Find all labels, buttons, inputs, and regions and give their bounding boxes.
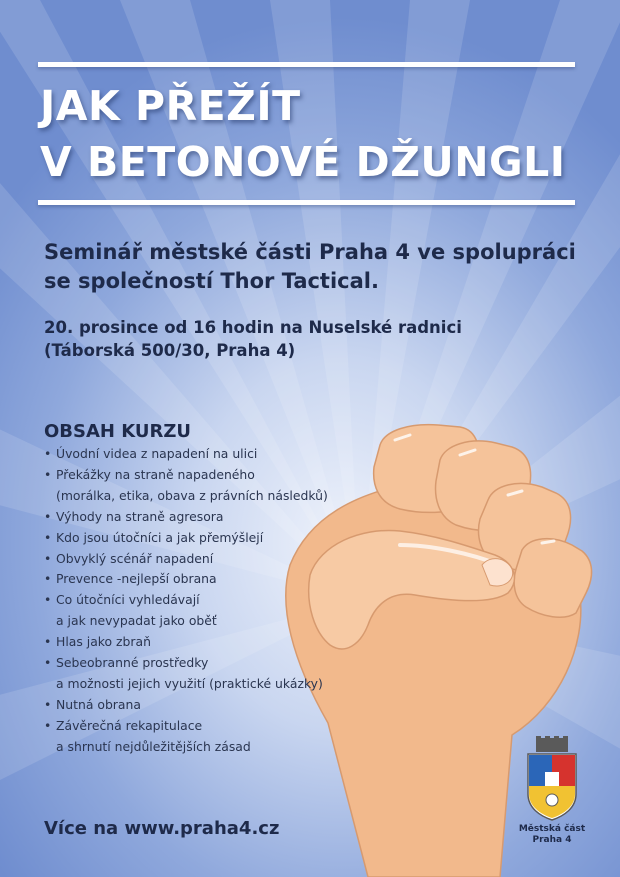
district-logo <box>516 736 588 848</box>
course-item <box>44 590 328 632</box>
subtitle-line-2: se společností Thor Tactical. <box>44 269 379 293</box>
course-item <box>44 528 328 549</box>
course-item <box>44 465 328 507</box>
page-title <box>40 78 566 190</box>
course-item-text: Závěrečná rekapitulace <box>56 717 203 733</box>
course-item <box>44 507 328 528</box>
course-item <box>44 444 328 465</box>
course-item <box>44 632 328 653</box>
logo-line-1: Městská část <box>518 824 586 834</box>
course-item-text: Výhody na straně agresora <box>56 508 224 524</box>
logo-line-2: Praha 4 <box>532 835 572 845</box>
title-top-rule <box>38 62 575 67</box>
course-item-text: Obvyklý scénář napadení <box>56 550 214 566</box>
course-item-subtext: a jak nevypadat jako oběť <box>56 613 217 629</box>
course-item-text: Sebeobranné prostředky <box>56 655 209 671</box>
title-line-1: JAK PŘEŽÍT <box>40 82 301 130</box>
course-item-subtext: a shrnutí nejdůležitějších zásad <box>56 738 251 754</box>
subtitle <box>44 238 604 296</box>
event-address-line: (Táborská 500/30, Praha 4) <box>44 341 296 360</box>
course-item-text: Úvodní videa z napadení na ulici <box>56 446 258 461</box>
course-item <box>44 549 328 570</box>
course-item <box>44 569 328 590</box>
course-item-subtext: a možnosti jejich využití (praktické ukázky) <box>56 675 323 691</box>
subtitle-line-1: Seminář městské části Praha 4 ve spolupráci <box>44 240 576 264</box>
course-item <box>44 716 328 758</box>
course-item-text: Hlas jako zbraň <box>56 634 151 650</box>
course-item <box>44 695 328 716</box>
course-item <box>44 653 328 695</box>
course-item-text: Co útočníci vyhledávají <box>56 592 200 608</box>
course-item-text: Kdo jsou útočníci a jak přemýšlejí <box>56 529 264 545</box>
course-item-text: Překážky na straně napadeného <box>56 466 255 482</box>
course-item-text: Prevence -nejlepší obrana <box>56 571 217 587</box>
course-list <box>44 444 328 758</box>
praha4-coat-of-arms-icon <box>524 736 580 822</box>
event-date-line: 20. prosince od 16 hodin na Nuselské radnici <box>44 318 462 337</box>
title-bottom-rule <box>38 200 575 205</box>
course-item-subtext: (morálka, etika, obava z právních následků) <box>56 487 328 503</box>
course-heading: OBSAH KURZU <box>44 421 192 442</box>
event-details <box>44 316 604 362</box>
title-line-2: V BETONOVÉ DŽUNGLI <box>40 138 566 186</box>
course-item-text: Nutná obrana <box>56 696 141 712</box>
website-link[interactable]: Více na www.praha4.cz <box>44 818 280 839</box>
